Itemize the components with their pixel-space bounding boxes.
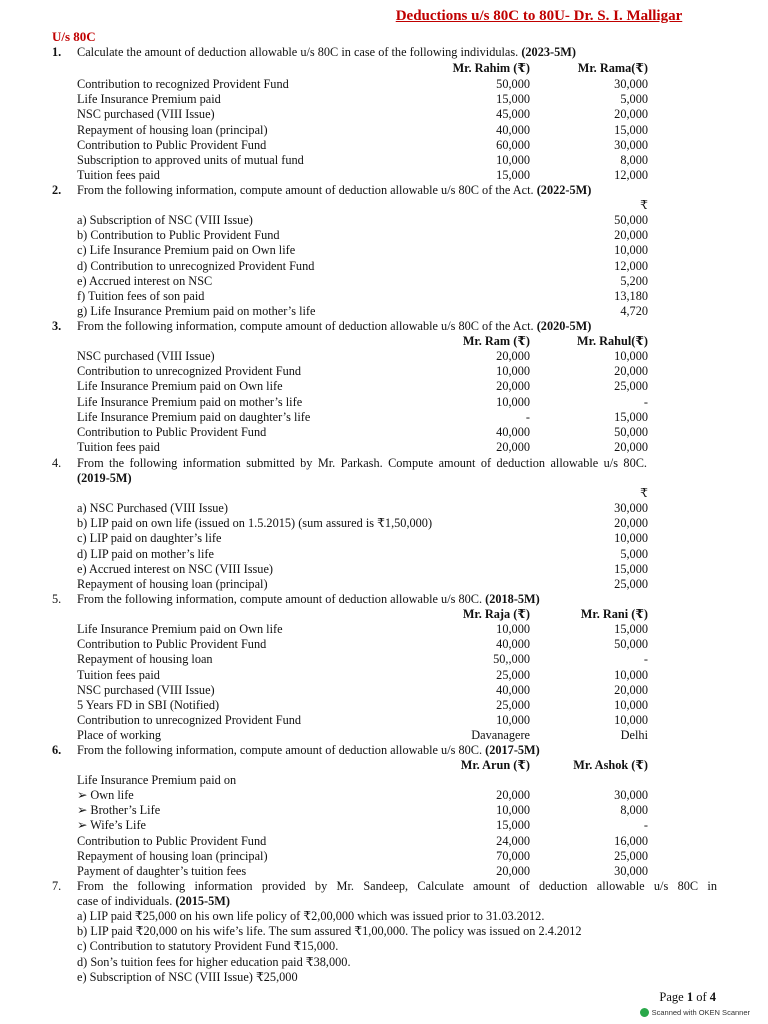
row-label: Contribution to recognized Provident Fund [77,77,289,91]
column-header: Mr. Ashok (₹) [573,758,648,772]
row-value-1: 15,000 [496,92,530,107]
column-header: Mr. Rani (₹) [580,607,648,621]
list-item: e) Subscription of NSC (VIII Issue) ₹25,000 [77,969,298,984]
row-value: 20,000 [614,516,648,531]
row-value-1: 10,000 [496,713,530,728]
row-value-1: 50,000 [496,77,530,91]
row-value-1: 45,000 [496,107,530,122]
row-label: e) Accrued interest on NSC (VIII Issue) [77,561,274,576]
list-item: a) LIP paid ₹25,000 on his own life policy of ₹2,00,000 which was issued prior to 31.03.2012. [77,909,545,923]
row-label: Repayment of housing loan (principal) [77,122,268,137]
row-value-1: 20,000 [496,349,530,363]
row-label: ➢ Brother’s Life [77,803,161,818]
row-value-1: 20,000 [496,864,530,878]
row-label: Contribution to Public Provident Fund [77,425,267,439]
row-value-2: - [643,818,648,833]
row-value-2: 30,000 [614,137,648,152]
question-number: 2. [52,183,62,197]
row-label: g) Life Insurance Premium paid on mother’s life [77,304,316,319]
row-value-1: 20,000 [496,440,530,455]
row-value-1: 10,000 [496,803,530,818]
row-label: a) NSC Purchased (VIII Issue) [77,501,228,515]
row-value-1: 25,000 [496,667,530,682]
row-value: 10,000 [614,531,648,546]
row-label: d) LIP paid on mother’s life [77,546,214,561]
row-label: Contribution to unrecognized Provident Fund [77,364,302,379]
row-value: 10,000 [614,243,648,258]
currency-symbol: ₹ [640,486,648,500]
document-title: Deductions u/s 80C to 80U- Dr. S. I. Malligar [395,8,683,24]
row-value-2: - [643,652,648,667]
question-text: From the following information provided by Mr. Sandeep, Calculate amount of deduction allowable u/s 80C in [77,879,717,893]
row-value-1: Davanagere [471,728,530,743]
row-label: a) Subscription of NSC (VIII Issue) [77,213,253,227]
row-label: Repayment of housing loan (principal) [77,577,268,591]
row-value-2: 50,000 [614,637,648,652]
row-value-2: 30,000 [614,788,648,802]
row-value-2: 30,000 [614,864,648,878]
row-label: NSC purchased (VIII Issue) [77,349,215,363]
row-value: 12,000 [614,258,648,273]
row-label: Subscription to approved units of mutual fund [77,153,304,167]
row-label: Payment of daughter’s tuition fees [77,864,247,878]
row-label: Life Insurance Premium paid on mother’s life [77,394,303,409]
row-value-2: - [643,394,648,409]
row-label: Life Insurance Premium paid on Own life [77,622,283,636]
row-label: Tuition fees paid [77,168,160,183]
row-value-1: 15,000 [496,818,530,833]
question-number: 3. [52,319,62,333]
question-text: From the following information submitted by Mr. Parkash. Compute amount of deduction allowable u/s 80C. [77,456,647,470]
row-value-2: 16,000 [614,833,648,848]
row-value-2: 10,000 [614,667,648,682]
row-value-1: - [525,409,530,424]
row-value-1: 70,000 [496,848,530,863]
question-number: 7. [52,879,62,893]
row-label: Life Insurance Premium paid on daughter’s life [77,409,311,424]
row-value-2: 25,000 [614,848,648,863]
row-label: f) Tuition fees of son paid [77,289,205,303]
question-text-cont: case of individuals. (2015-5M) [77,894,230,908]
question-text: From the following information, compute amount of deduction allowable u/s 80C. (2017-5M) [77,743,540,757]
row-value-1: 15,000 [496,168,530,183]
row-value: 5,200 [620,273,648,288]
row-label: c) LIP paid on daughter’s life [77,531,222,546]
row-label: Life Insurance Premium paid on Own life [77,379,283,394]
row-label: Contribution to unrecognized Provident Fund [77,713,302,728]
question-number: 1. [52,45,62,59]
row-label: Place of working [77,728,162,743]
row-label: Contribution to Public Provident Fund [77,137,267,152]
page-number: Page 1 of 4 [659,990,716,1004]
row-value-2: 10,000 [614,349,648,363]
list-item: b) LIP paid ₹20,000 on his wife’s life. The sum assured ₹1,00,000. The policy was issued on 2.4.2012 [77,924,582,939]
question-text: Calculate the amount of deduction allowable u/s 80C in case of the following individulas. (2023-5M) [77,45,576,59]
question-text: From the following information, compute amount of deduction allowable u/s 80C of the Act. (2020-5M) [77,319,592,333]
column-header: Mr. Rahul(₹) [577,334,648,348]
row-label: Tuition fees paid [77,440,160,455]
row-value-2: 8,000 [620,153,648,167]
row-value-1: 40,000 [496,122,530,137]
row-label: b) LIP paid on own life (issued on 1.5.2015) (sum assured is ₹1,50,000) [77,516,433,531]
scanner-logo-icon [640,1008,649,1017]
row-label: e) Accrued interest on NSC [77,273,213,288]
currency-symbol: ₹ [640,198,648,212]
row-value: 5,000 [620,546,648,561]
row-value-1: 40,000 [496,637,530,652]
row-value-1: 10,000 [496,622,530,636]
row-value: 4,720 [620,304,648,319]
row-label: ➢ Own life [77,788,134,802]
column-header: Mr. Raja (₹) [462,607,530,621]
row-label: Repayment of housing loan (principal) [77,848,268,863]
row-value-1: 20,000 [496,379,530,394]
row-label: 5 Years FD in SBI (Notified) [77,698,220,712]
row-value-1: 60,000 [496,137,530,152]
row-label: NSC purchased (VIII Issue) [77,107,215,122]
row-value-2: Delhi [620,728,648,743]
row-label: Contribution to Public Provident Fund [77,833,267,848]
row-label: Repayment of housing loan [77,652,213,667]
row-value: 50,000 [614,213,648,227]
column-header: Mr. Ram (₹) [462,334,530,348]
row-value-2: 25,000 [614,379,648,394]
row-label: d) Contribution to unrecognized Provident Fund [77,258,315,273]
list-item: d) Son’s tuition fees for higher education paid ₹38,000. [77,954,351,969]
row-value-2: 15,000 [614,622,648,636]
question-number: 5. [52,592,62,606]
row-value-1: 20,000 [496,788,530,802]
row-value: 30,000 [614,501,648,515]
column-header: Mr. Rama(₹) [577,61,648,75]
row-value-2: 5,000 [620,92,648,107]
row-value-2: 30,000 [614,77,648,91]
row-value-1: 10,000 [496,153,530,167]
row-value-2: 20,000 [614,440,648,455]
row-value-2: 8,000 [620,803,648,818]
scanner-watermark: Scanned with OKEN Scanner [640,1008,750,1017]
row-value-2: 15,000 [614,122,648,137]
row-value-1: 40,000 [496,682,530,697]
row-value-2: 12,000 [614,168,648,183]
row-value-1: 24,000 [496,833,530,848]
row-value-1: 40,000 [496,425,530,439]
question-number: 4. [52,456,62,470]
row-label: Tuition fees paid [77,667,160,682]
row-label: ➢ Wife’s Life [77,818,146,833]
row-value-2: 10,000 [614,713,648,728]
row-label: b) Contribution to Public Provident Fund [77,228,280,243]
column-header: Mr. Arun (₹) [460,758,530,772]
row-value-1: 50,,000 [493,652,530,667]
question-text: From the following information, compute amount of deduction allowable u/s 80C. (2018-5M) [77,592,540,606]
row-label: Contribution to Public Provident Fund [77,637,267,652]
row-value: 20,000 [614,228,648,243]
row-value: 13,180 [614,289,648,303]
question-number: 6. [52,743,62,757]
row-value: 15,000 [614,561,648,576]
row-value-1: 25,000 [496,698,530,712]
column-header: Mr. Rahim (₹) [452,61,530,75]
section-heading: U/s 80C [52,29,96,44]
row-value-2: 20,000 [614,107,648,122]
question-text: From the following information, compute amount of deduction allowable u/s 80C of the Act. (2022-5M) [77,183,592,197]
row-value-1: 10,000 [496,394,530,409]
row-value-1: 10,000 [496,364,530,379]
row-value-2: 50,000 [614,425,648,439]
row-value: 25,000 [614,577,648,591]
row-label: Life Insurance Premium paid [77,92,221,107]
row-value-2: 20,000 [614,682,648,697]
row-value-2: 10,000 [614,698,648,712]
row-value-2: 20,000 [614,364,648,379]
list-item: c) Contribution to statutory Provident Fund ₹15,000. [77,939,339,954]
row-label: NSC purchased (VIII Issue) [77,682,215,697]
row-value-2: 15,000 [614,409,648,424]
row-label: Life Insurance Premium paid on [77,773,237,787]
question-year: (2019-5M) [77,471,132,485]
row-label: c) Life Insurance Premium paid on Own life [77,243,296,258]
